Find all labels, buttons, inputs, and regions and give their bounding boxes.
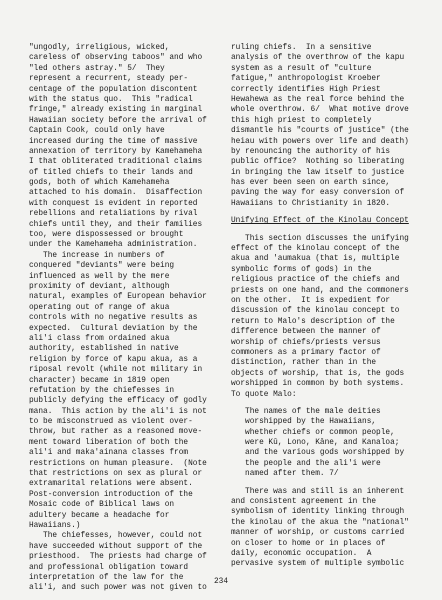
text-line: on the other. It is expedient for [231, 296, 391, 305]
text-line: too, were dispossessed or brought [29, 231, 184, 240]
text-line: gods, both of which Kamehameha [29, 179, 170, 188]
text-line: publicly defying the efficacy of godly [29, 397, 207, 406]
text-line: whether chiefs or common people, [231, 428, 395, 437]
text-line: The names of the male deities [231, 407, 381, 416]
text-line: worship of chiefs/priests versus [231, 338, 381, 347]
blank-line [231, 400, 431, 407]
text-line: that restrictions on sex as plural or [29, 470, 203, 479]
text-line: were Kū, Lono, Kāne, and Kanaloa; [231, 439, 400, 448]
text-line: riposal revolt (while not military in [29, 366, 203, 375]
text-line: religion by force of kapu akua, as a [29, 355, 198, 364]
text-line: akua and 'aumakua (that is, multiple [231, 255, 400, 264]
text-line: this high priest to completely [231, 116, 372, 125]
text-line: priesthood. The priests had charge of [29, 553, 207, 562]
text-line: analysis of the overthrow of the kapu [231, 54, 405, 63]
text-line: "ungodly, irreligious, wicked, [29, 44, 170, 52]
blank-line [231, 227, 431, 234]
text-line: Hawaiians.) [29, 521, 81, 530]
text-line: Hawaiian society before the arrival of [29, 116, 207, 125]
text-line: fringe," already existing in marginal [29, 106, 203, 115]
text-line: with the status quo. This "radical [29, 95, 193, 104]
blank-line [231, 209, 431, 216]
text-line: extramarital relations were absent. [29, 480, 193, 489]
text-line: of titled chiefs to their lands and [29, 168, 193, 177]
text-line: with conquest is evident in reported [29, 199, 198, 208]
text-line: worshipped in common by both systems. [231, 380, 405, 389]
text-line: refutation by the chiefesses in [29, 386, 175, 395]
text-line: symbolism of identity linking through [231, 508, 405, 517]
text-line: to be misconstrued as violent over- [29, 418, 193, 427]
text-line: authority, established in native [29, 345, 179, 354]
text-line: and consistent agreement in the [231, 498, 377, 507]
text-line: commoners as a primary factor of [231, 348, 381, 357]
text-line: increased during the time of massive [29, 137, 198, 146]
text-line: manner of worship, or customs carried [231, 529, 405, 538]
text-line: The increase in numbers of [29, 251, 165, 260]
text-line: natural, examples of European behavior [29, 293, 207, 302]
text-line: conquered "deviants" were being [29, 262, 175, 271]
text-line: throw, but rather as a reasoned move- [29, 428, 203, 437]
text-line: restrictions on human pleasure. (Note [29, 459, 207, 468]
text-line: and the various gods worshipped by [231, 449, 405, 458]
text-line: and professional obligation toward [29, 563, 189, 572]
text-line: controls with no negative results as [29, 314, 198, 323]
text-line: To quote Malo: [231, 390, 297, 399]
text-line: Captain Cook, could only have [29, 127, 165, 136]
text-line: character) became in 1819 open [29, 376, 170, 385]
text-line: Post-conversion introduction of the [29, 490, 193, 499]
text-line: attached to his domain. Disaffection [29, 189, 203, 198]
text-line: named after them. 7/ [231, 470, 339, 479]
text-line: mana. This action by the ali'i is not [29, 407, 207, 416]
text-line: paving the way for easy conversion of [231, 189, 405, 198]
text-line: ruling chiefs. In a sensitive [231, 44, 372, 52]
text-line: Mosaic code of Biblical laws on [29, 501, 175, 510]
text-line: public office? Nothing so liberating [231, 158, 405, 167]
right-text-column [231, 43, 431, 570]
text-line: symbolic forms of gods) in the [231, 265, 372, 274]
left-text-column [29, 43, 225, 594]
text-line: have succeeded without support of the [29, 542, 203, 551]
text-line: worshipped by the Hawaiians, [231, 418, 377, 427]
text-line: ment toward liberation of both the [29, 438, 189, 447]
text-line: discussion of the kinolau concept to [231, 307, 400, 316]
text-line: rebellions and retaliations by rival [29, 210, 198, 219]
text-line: objects of worship, that is, the gods [231, 369, 405, 378]
text-line: effect of the kinolau concept of the [231, 245, 400, 254]
text-line: distinction, rather than in the [231, 359, 377, 368]
text-line: the people and the ali'i were [231, 459, 381, 468]
section-heading: Unifying Effect of the Kinolau Concept [231, 217, 409, 226]
text-line: centage of the population discontent [29, 85, 198, 94]
text-line: represent a recurrent, steady per- [29, 75, 189, 84]
text-line: religious practice of the chiefs and [231, 276, 400, 285]
text-line: fatigue," anthropologist Kroeber [231, 75, 381, 84]
text-line: There was and still is an inherent [231, 487, 405, 496]
text-line: daily, economic occupation. A [231, 549, 372, 558]
text-line: adultery became a headache for [29, 511, 170, 520]
text-line: has ever been seen on earth since, [231, 179, 391, 188]
text-line: Hewahewa as the real force behind the [231, 95, 405, 104]
text-line: This section discusses the unifying [231, 234, 409, 243]
text-line: ali'i class from ordained akua [29, 334, 170, 343]
text-line: I that obliterated traditional claims [29, 158, 203, 167]
text-line: the kinolau of the akua the "national" [231, 518, 409, 527]
text-line: operating out of range of akua [29, 303, 170, 312]
blank-line [231, 480, 431, 487]
text-line: The chiefesses, however, could not [29, 532, 203, 541]
text-line: annexation of territory by Kamehameha [29, 147, 203, 156]
text-line: whole overthrow. 6/ What motive drove [231, 106, 409, 115]
text-line: under the Kamehameha administration. [29, 241, 198, 250]
text-line: heiau with powers over life and death) [231, 137, 409, 146]
text-line: correctly identifies High Priest [231, 85, 381, 94]
text-line: dismantle his "courts of justice" (the [231, 127, 409, 136]
text-line: interpretation of the law for the [29, 573, 184, 582]
page-number: 234 [213, 578, 229, 586]
text-line: pervasive system of multiple symbolic [231, 560, 405, 569]
text-line: on closer to home or in places of [231, 539, 386, 548]
text-line: influenced as well by the mere [29, 272, 170, 281]
text-line: "led others astray." 5/ They [29, 64, 165, 73]
text-line: difference between the manner of [231, 328, 381, 337]
text-line: expected. Cultural deviation by the [29, 324, 198, 333]
text-line: priests on one hand, and the commoners [231, 286, 409, 295]
text-line: careless of observing taboos" and who [29, 54, 203, 63]
text-line: chiefs until they, and their families [29, 220, 203, 229]
text-line: proximity of deviant, although [29, 282, 170, 291]
text-line: ali'i, and such power was not given to [29, 584, 207, 593]
text-line: return to Malo's description of the [231, 317, 395, 326]
text-line: by renouncing the authority of his [231, 147, 391, 156]
text-line: ali'i and maka'ainana classes from [29, 449, 189, 458]
text-line: system as a result of "culture [231, 64, 372, 73]
text-line: Hawaiians to Christianity in 1820. [231, 199, 391, 208]
text-line: in bringing the law itself to justice [231, 168, 405, 177]
